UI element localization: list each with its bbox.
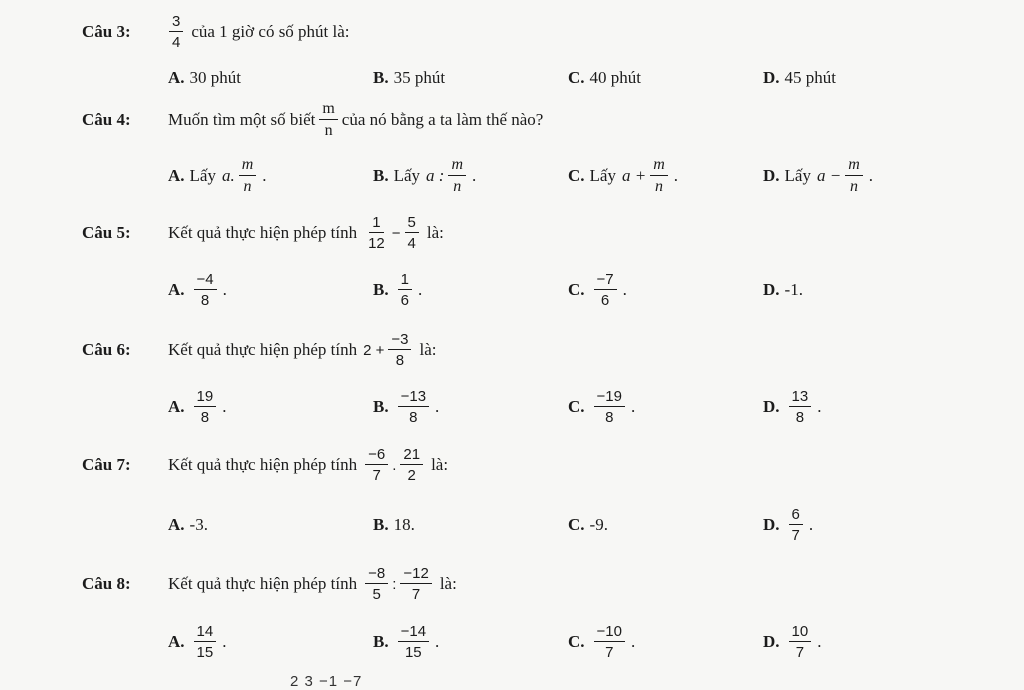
q5-option-d-key: D. [763, 280, 780, 299]
q7-fraction-1-den: 7 [372, 467, 381, 484]
q3-option-c-text: 40 phút [589, 68, 642, 87]
q4-option-d[interactable] [763, 157, 873, 195]
q5-option-b[interactable] [373, 272, 422, 308]
question-3-label: Câu 3: [82, 22, 131, 41]
q4-fraction-num: m [319, 101, 337, 120]
q4-option-b-word: Lấy [393, 166, 421, 185]
q8-option-c[interactable] [568, 624, 635, 660]
q6-fraction [388, 332, 411, 368]
q7-operator: . [392, 456, 397, 474]
q8-fraction-2-num: −12 [400, 566, 431, 584]
q5-fraction-2-den: 4 [407, 235, 416, 252]
q8-option-d-den: 7 [795, 644, 805, 661]
question-4-label: Câu 4: [82, 110, 131, 129]
q6-option-c-fraction [594, 389, 625, 425]
q5-option-c[interactable] [568, 272, 627, 308]
q6-option-a-dot: . [222, 397, 227, 416]
q8-option-c-key: C. [568, 632, 585, 651]
q5-option-b-dot: . [417, 280, 423, 299]
q7-prompt-after: là: [431, 455, 449, 474]
q8-option-a-fraction [194, 624, 217, 660]
q8-option-a[interactable] [168, 624, 226, 660]
q5-option-a-dot: . [222, 280, 227, 299]
q3-option-a[interactable] [168, 68, 241, 88]
q5-option-b-den: 6 [400, 292, 409, 309]
q4-option-c-key: C. [568, 166, 585, 185]
q8-option-b-den: 15 [404, 644, 422, 661]
q5-option-b-key: B. [373, 280, 389, 299]
q8-prompt-after: là: [439, 574, 457, 593]
q8-fraction-2-den: 7 [411, 586, 421, 603]
q4-option-b-key: B. [373, 166, 389, 185]
q4-option-c-dot: . [673, 166, 679, 185]
q6-option-c[interactable] [568, 389, 635, 425]
q6-option-a-key: A. [168, 397, 185, 416]
q5-fraction-2-num: 5 [405, 215, 419, 233]
q7-option-d[interactable] [763, 507, 813, 543]
q4-option-c-den: n [654, 178, 663, 195]
q7-option-d-num: 6 [789, 507, 803, 525]
q6-lead: 2 + [363, 341, 385, 359]
q5-operator: − [391, 224, 401, 242]
q7-option-a[interactable] [168, 515, 208, 535]
q3-option-b-text: 35 phút [393, 68, 446, 87]
q8-option-b-fraction [398, 624, 429, 660]
q4-option-b-expr: a : [426, 166, 445, 185]
q4-option-a-dot: . [262, 166, 267, 185]
question-4-text [168, 101, 543, 139]
q4-option-b-fraction [448, 157, 466, 195]
q8-option-c-fraction [594, 624, 625, 660]
question-6-label: Câu 6: [82, 340, 131, 359]
q8-option-b[interactable] [373, 624, 439, 660]
q4-option-a[interactable] [168, 157, 267, 195]
q4-option-a-den: n [243, 178, 252, 195]
q3-prompt: của 1 giờ có số phút là: [191, 22, 350, 41]
q7-fraction-2-num: 21 [400, 447, 423, 465]
q6-option-b-fraction [398, 389, 429, 425]
question-8-text [168, 566, 457, 602]
q4-option-d-num: m [845, 157, 863, 176]
q4-option-a-fraction [239, 157, 257, 195]
q6-option-b-num: −13 [398, 389, 429, 407]
q7-option-a-text: -3. [189, 515, 208, 534]
q8-option-d-key: D. [763, 632, 780, 651]
q8-option-b-num: −14 [398, 624, 429, 642]
q5-prompt-after: là: [426, 223, 444, 242]
q8-option-a-key: A. [168, 632, 185, 651]
q5-option-a-num: −4 [194, 272, 217, 290]
q5-fraction-1-den: 12 [368, 235, 385, 252]
q8-option-d[interactable] [763, 624, 821, 660]
q7-option-d-dot: . [808, 515, 814, 534]
q4-option-b-dot: . [472, 166, 477, 185]
q6-option-c-key: C. [568, 397, 585, 416]
q6-prompt-before: Kết quả thực hiện phép tính [168, 340, 358, 359]
q4-fraction [319, 101, 337, 139]
q5-option-c-fraction [594, 272, 617, 308]
q5-option-c-den: 6 [600, 292, 610, 309]
q7-fraction-2-den: 2 [407, 467, 416, 484]
q8-fraction-1-den: 5 [372, 586, 381, 603]
q5-option-d[interactable] [763, 280, 803, 300]
q5-option-a-fraction [194, 272, 217, 308]
q7-option-b[interactable] [373, 515, 415, 535]
q4-option-d-word: Lấy [784, 166, 811, 185]
q6-option-d-key: D. [763, 397, 780, 416]
q5-option-a[interactable] [168, 272, 227, 308]
q3-option-d-key: D. [763, 68, 780, 87]
q6-option-a[interactable] [168, 389, 226, 425]
question-8-label: Câu 8: [82, 574, 131, 593]
q8-option-a-dot: . [222, 632, 227, 651]
q4-option-a-expr: a. [221, 166, 235, 185]
q8-option-d-dot: . [817, 632, 822, 651]
q7-option-c[interactable] [568, 515, 608, 535]
q8-option-b-key: B. [373, 632, 389, 651]
q7-option-d-fraction [789, 507, 803, 543]
q5-prompt-before: Kết quả thực hiện phép tính [168, 223, 358, 242]
q6-option-d-dot: . [817, 397, 822, 416]
q3-option-d-text: 45 phút [784, 68, 837, 87]
q4-option-b-num: m [448, 157, 466, 176]
q3-option-b-key: B. [373, 68, 389, 87]
q4-prompt-after: của nó bằng a ta làm thế nào? [341, 110, 544, 129]
question-5-label: Câu 5: [82, 223, 131, 242]
q8-option-c-num: −10 [594, 624, 625, 642]
q4-option-c-expr: a + [621, 166, 647, 185]
question-5-text [168, 215, 444, 251]
q4-option-c-num: m [650, 157, 668, 176]
q3-option-c[interactable] [568, 68, 641, 88]
q6-option-d-num: 13 [789, 389, 812, 407]
q6-option-d[interactable] [763, 389, 821, 425]
q7-option-a-key: A. [168, 515, 185, 534]
q7-option-c-key: C. [568, 515, 585, 534]
question-7-text [168, 447, 448, 483]
q6-option-d-fraction [789, 389, 812, 425]
q3-option-a-text: 30 phút [189, 68, 242, 87]
q7-option-b-key: B. [373, 515, 389, 534]
q3-option-d[interactable] [763, 68, 836, 88]
q7-option-d-key: D. [763, 515, 780, 534]
q4-option-d-den: n [849, 178, 858, 195]
q4-option-d-expr: a − [816, 166, 842, 185]
q7-fraction-1-num: −6 [365, 447, 388, 465]
q3-option-a-key: A. [168, 68, 185, 87]
q8-option-a-num: 14 [194, 624, 217, 642]
q3-option-b[interactable] [373, 68, 445, 88]
q8-option-c-dot: . [630, 632, 636, 651]
q8-option-d-num: 10 [789, 624, 812, 642]
q4-option-b-den: n [453, 178, 462, 195]
q5-option-b-fraction [398, 272, 412, 308]
q4-option-d-dot: . [868, 166, 874, 185]
q8-option-a-den: 15 [196, 644, 214, 661]
q5-option-c-num: −7 [594, 272, 617, 290]
q7-fraction-2 [400, 447, 423, 483]
q7-option-d-den: 7 [791, 527, 800, 544]
q4-option-d-fraction [845, 157, 863, 195]
q6-option-c-den: 8 [605, 409, 614, 426]
q4-option-a-num: m [239, 157, 257, 176]
q3-fraction-den: 4 [172, 34, 181, 51]
q8-fraction-2 [400, 566, 431, 602]
q6-option-c-dot: . [630, 397, 636, 416]
cutoff-next-line: 2 3 −1 −7 [290, 673, 363, 690]
q5-option-a-den: 8 [200, 292, 210, 309]
question-7-label: Câu 7: [82, 455, 131, 474]
q6-fraction-den: 8 [395, 352, 405, 369]
q6-option-c-num: −19 [594, 389, 625, 407]
q4-option-c-fraction [650, 157, 668, 195]
q4-option-d-key: D. [763, 166, 780, 185]
q5-option-c-key: C. [568, 280, 585, 299]
q8-operator: : [392, 575, 397, 593]
q7-option-b-text: 18. [393, 515, 415, 534]
q6-option-a-fraction [194, 389, 217, 425]
q7-fraction-1 [365, 447, 388, 483]
q5-fraction-1-num: 1 [369, 215, 383, 233]
q4-option-c-word: Lấy [589, 166, 616, 185]
q4-option-c[interactable] [568, 157, 678, 195]
q5-option-a-key: A. [168, 280, 185, 299]
q8-fraction-1 [365, 566, 388, 602]
q8-option-b-dot: . [435, 632, 440, 651]
q6-option-b-den: 8 [409, 409, 418, 426]
q5-option-c-dot: . [622, 280, 627, 299]
question-3-text [165, 14, 350, 50]
q5-fraction-2 [405, 215, 419, 251]
q6-option-a-den: 8 [200, 409, 210, 426]
q6-fraction-num: −3 [388, 332, 411, 350]
q6-option-d-den: 8 [795, 409, 805, 426]
q8-option-d-fraction [789, 624, 812, 660]
q7-option-c-text: -9. [589, 515, 608, 534]
q4-option-a-key: A. [168, 166, 185, 185]
question-6-text [168, 332, 436, 368]
q3-fraction-num: 3 [169, 14, 183, 32]
q6-option-b[interactable] [373, 389, 439, 425]
q7-prompt-before: Kết quả thực hiện phép tính [168, 455, 358, 474]
q6-prompt-after: là: [419, 340, 437, 359]
q8-fraction-1-num: −8 [365, 566, 388, 584]
q4-prompt-before: Muốn tìm một số biết [168, 110, 316, 129]
q5-fraction-1 [365, 215, 388, 251]
q4-option-b[interactable] [373, 157, 476, 195]
q5-option-d-text: -1. [784, 280, 803, 299]
q4-fraction-den: n [324, 122, 333, 139]
q6-option-b-dot: . [435, 397, 440, 416]
q3-fraction [169, 14, 183, 50]
q8-option-c-den: 7 [605, 644, 614, 661]
q5-option-b-num: 1 [398, 272, 412, 290]
q8-prompt-before: Kết quả thực hiện phép tính [168, 574, 358, 593]
q4-option-a-word: Lấy [189, 166, 216, 185]
q6-option-a-num: 19 [194, 389, 217, 407]
q6-option-b-key: B. [373, 397, 389, 416]
q3-option-c-key: C. [568, 68, 585, 87]
